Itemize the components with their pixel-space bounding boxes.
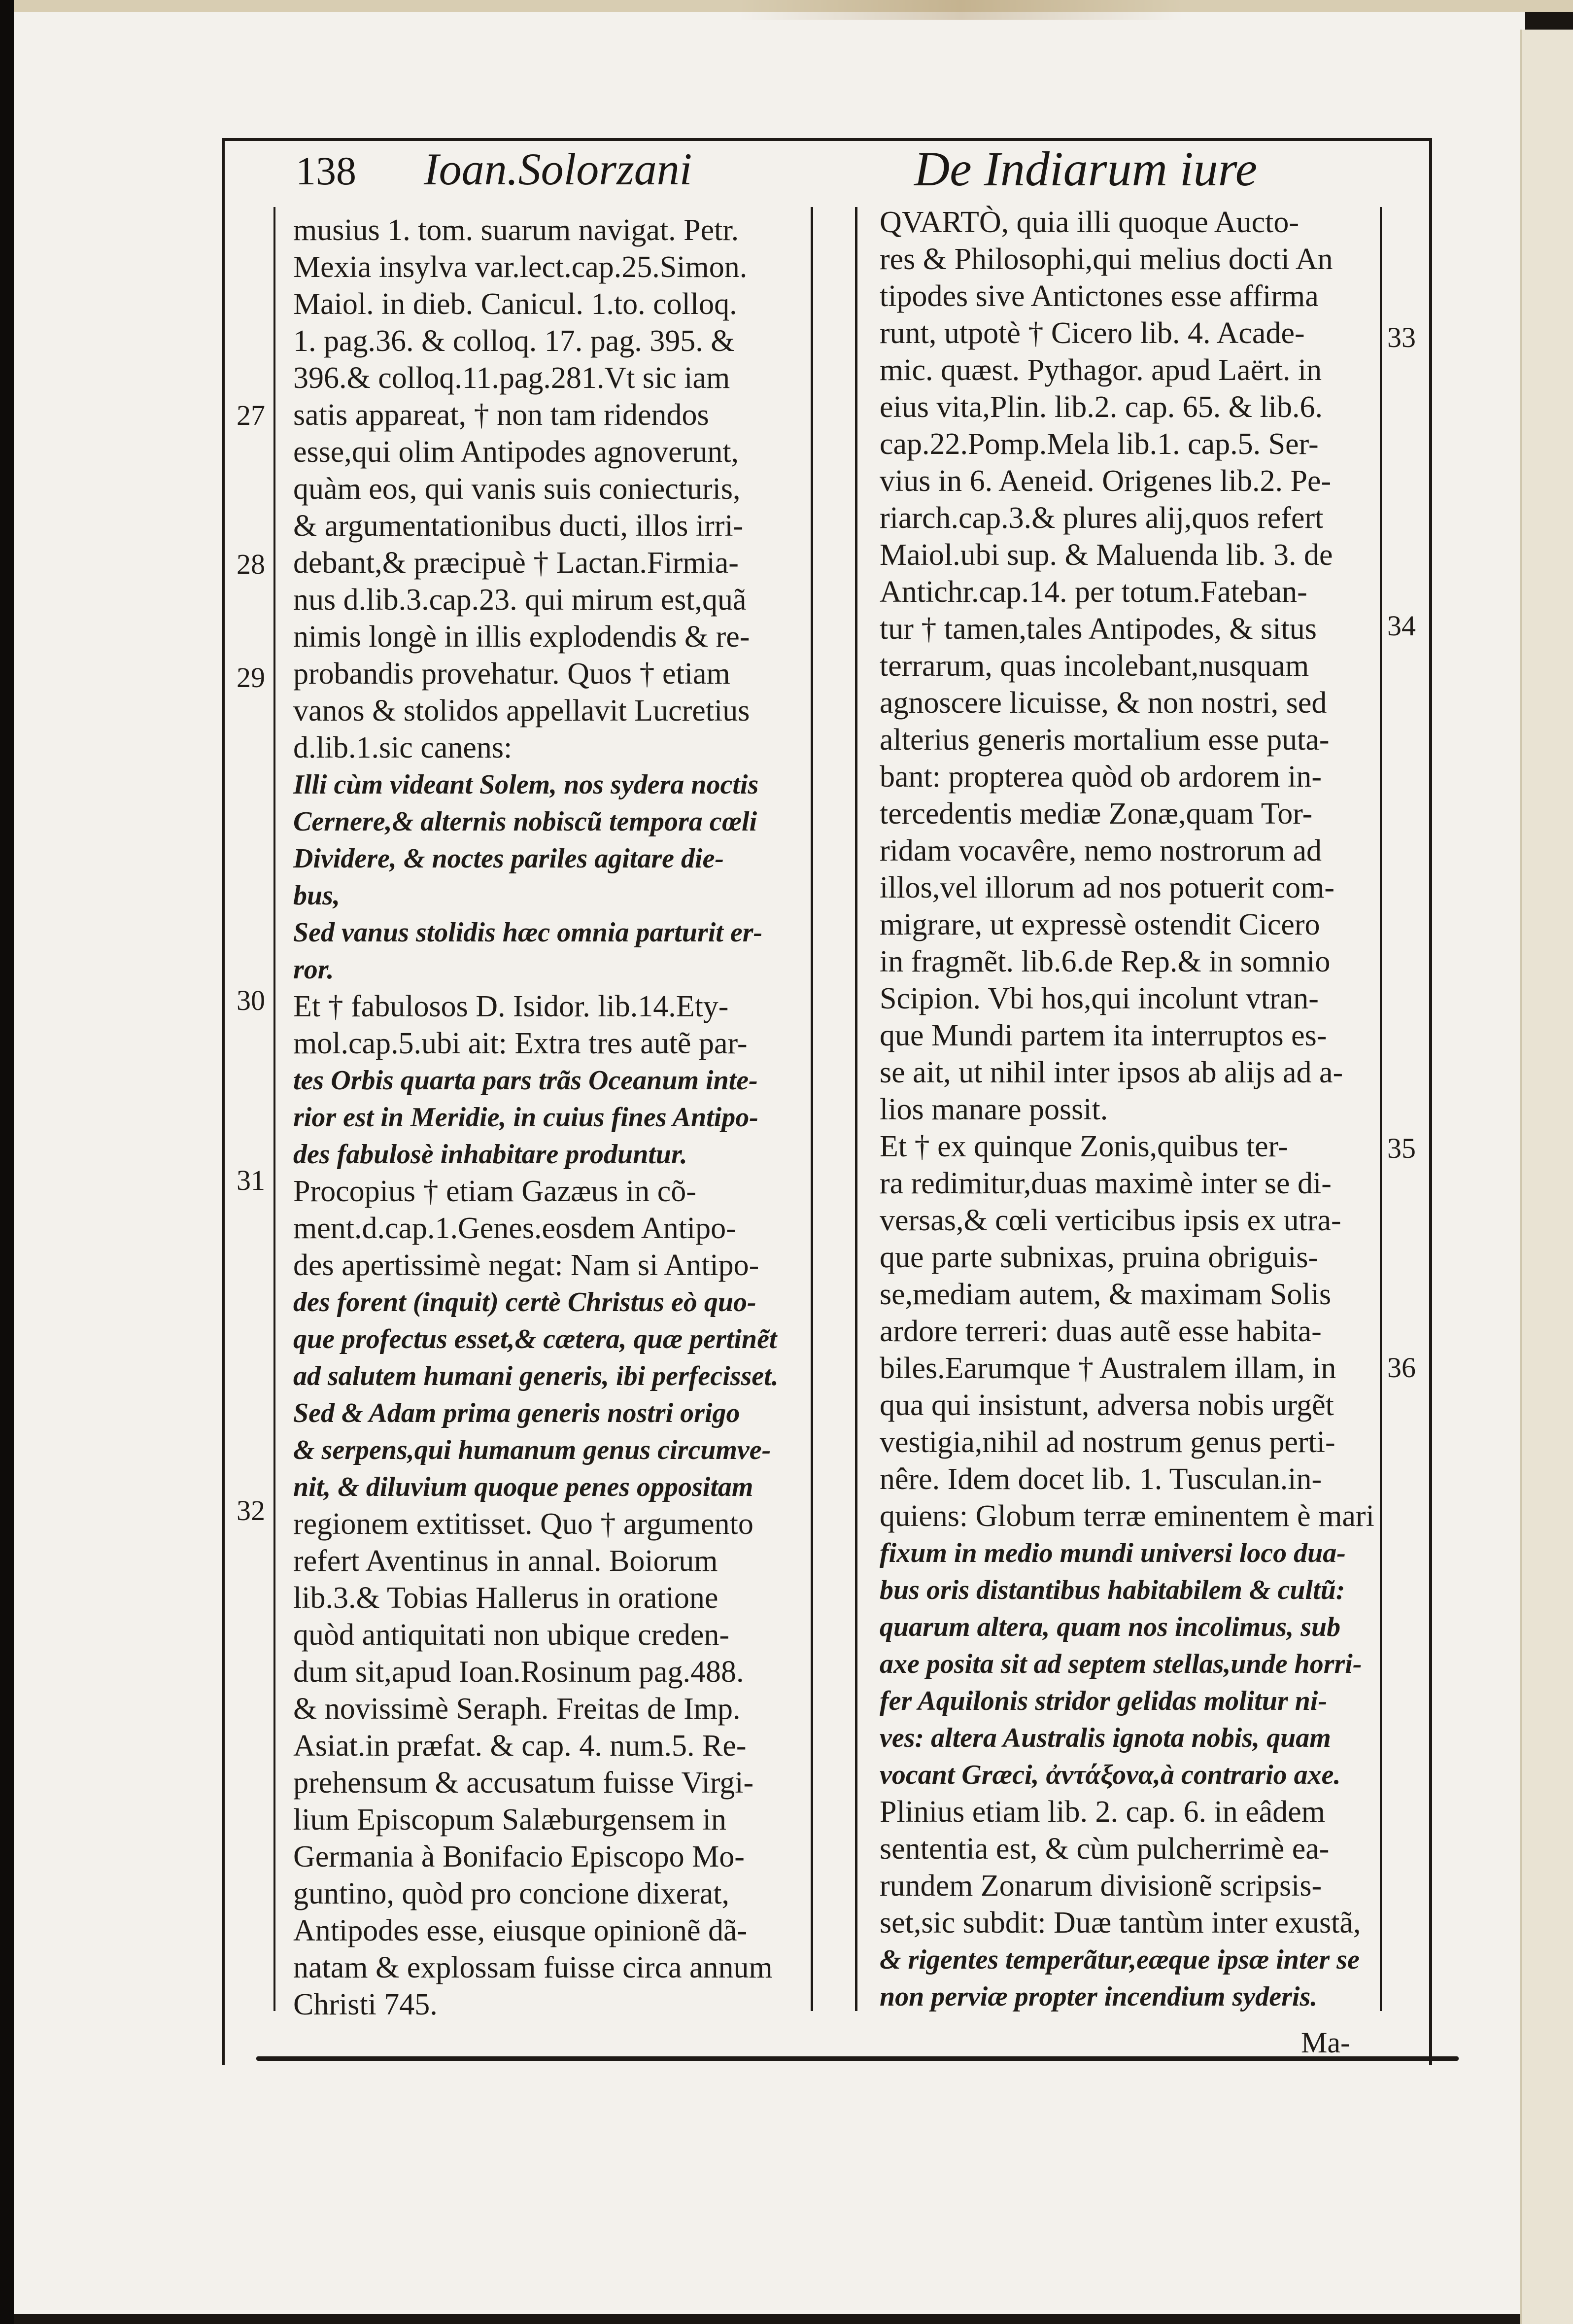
text-line: lium Episcopum Salæburgensem in xyxy=(293,1803,726,1837)
text-line: axe posita sit ad septem stellas,unde horri- xyxy=(880,1649,1362,1679)
text-line: runt, utpotè † Cicero lib. 4. Acade- xyxy=(880,316,1305,350)
text-line: Antipodes esse, eiusque opinionẽ dã- xyxy=(293,1914,748,1947)
text-line: Germania à Bonifacio Episcopo Mo- xyxy=(293,1840,745,1873)
text-line: res & Philosophi,qui melius docti An xyxy=(880,243,1333,276)
catchword: Ma- xyxy=(1301,2026,1350,2059)
text-line: & rigentes temperãtur,eæque ipsæ inter se xyxy=(880,1944,1360,1975)
text-line: des forent (inquit) certè Christus eò quo- xyxy=(293,1287,756,1318)
text-line: 396.& colloq.11.pag.281.Vt sic iam xyxy=(293,361,730,395)
text-line: des apertissimè negat: Nam si Antipo- xyxy=(293,1249,759,1282)
margin-number-34: 34 xyxy=(1387,610,1416,642)
text-line: set,sic subdit: Duæ tantùm inter exustã, xyxy=(880,1906,1361,1940)
inner-left-rule xyxy=(274,207,275,2011)
text-line: ridam vocavêre, nemo nostrorum ad xyxy=(880,834,1322,867)
text-line: des fabulosè inhabitare produntur. xyxy=(293,1139,687,1170)
frame-right-rule xyxy=(1429,138,1432,2065)
text-line: Mexia insylva var.lect.cap.25.Simon. xyxy=(293,250,748,284)
text-line: guntino, quòd pro concione dixerat, xyxy=(293,1877,730,1910)
text-line: ra redimitur,duas maximè inter se di- xyxy=(880,1167,1332,1200)
margin-number-35: 35 xyxy=(1387,1132,1416,1164)
text-line: ad salutem humani generis, ibi perfecisset. xyxy=(293,1361,779,1391)
margin-number-28: 28 xyxy=(237,548,265,580)
text-line: qua qui insistunt, adversa nobis urgẽt xyxy=(880,1388,1334,1422)
text-line: tercedentis mediæ Zonæ,quam Tor- xyxy=(880,797,1313,831)
text-line: quarum altera, quam nos incolimus, sub xyxy=(880,1612,1341,1642)
text-line: mic. quæst. Pythagor. apud Laërt. in xyxy=(880,353,1322,387)
text-line: Procopius † etiam Gazæus in cõ- xyxy=(293,1175,696,1208)
text-line: probandis provehatur. Quos † etiam xyxy=(293,657,730,691)
margin-number-33: 33 xyxy=(1387,321,1416,353)
text-line: versas,& cœli verticibus ipsis ex utra- xyxy=(880,1204,1341,1237)
text-line: Sed vanus stolidis hæc omnia parturit er- xyxy=(293,917,763,948)
text-line: se ait, ut nihil inter ipsos ab alijs ad a- xyxy=(880,1056,1343,1089)
text-line: Illi cùm videant Solem, nos sydera noctis xyxy=(293,769,759,800)
text-line: que parte subnixas, pruina obriguis- xyxy=(880,1241,1319,1274)
margin-number-31: 31 xyxy=(237,1164,265,1196)
text-line: vocant Græci, ἀντάξονα,à contrario axe. xyxy=(880,1760,1341,1790)
text-line: fer Aquilonis stridor gelidas molitur ni- xyxy=(880,1686,1328,1716)
text-line: Plinius etiam lib. 2. cap. 6. in eâdem xyxy=(880,1795,1325,1829)
text-line: rior est in Meridie, in cuius fines Antipo- xyxy=(293,1102,758,1133)
text-line: tipodes sive Antictones esse affirma xyxy=(880,279,1319,313)
footer-rule xyxy=(256,2056,1459,2061)
text-line: & argumentationibus ducti, illos irri- xyxy=(293,509,744,543)
text-line: biles.Earumque † Australem illam, in xyxy=(880,1352,1336,1385)
text-line: ardore terreri: duas autẽ esse habita- xyxy=(880,1315,1322,1348)
text-line: sententia est, & cùm pulcherrimè ea- xyxy=(880,1832,1330,1866)
frame-left-rule xyxy=(222,138,225,2065)
page-number: 138 xyxy=(296,148,356,193)
text-line: illos,vel illorum ad nos potuerit com- xyxy=(880,871,1334,904)
text-line: rundem Zonarum divisionẽ scripsis- xyxy=(880,1869,1322,1903)
text-line: refert Aventinus in annal. Boiorum xyxy=(293,1544,718,1578)
text-line: Maiol.ubi sup. & Maluenda lib. 3. de xyxy=(880,538,1333,572)
margin-number-30: 30 xyxy=(237,984,265,1016)
text-line: lib.3.& Tobias Hallerus in oratione xyxy=(293,1581,718,1615)
text-line: que Mundi partem ita interruptos es- xyxy=(880,1019,1327,1052)
text-line: esse,qui olim Antipodes agnoverunt, xyxy=(293,435,739,469)
text-line: & serpens,qui humanum genus circumve- xyxy=(293,1435,771,1465)
text-line: fixum in medio mundi universi loco dua- xyxy=(880,1538,1346,1568)
book-fore-edge xyxy=(1520,30,1573,2324)
text-line: vius in 6. Aeneid. Origenes lib.2. Pe- xyxy=(880,464,1332,498)
binding-gutter xyxy=(0,0,14,2324)
margin-number-32: 32 xyxy=(237,1494,265,1526)
margin-number-36: 36 xyxy=(1387,1352,1416,1384)
running-head-author: Ioan.Solorzani xyxy=(424,144,692,194)
text-line: 1. pag.36. & colloq. 17. pag. 395. & xyxy=(293,324,735,358)
text-line: natam & explossam fuisse circa annum xyxy=(293,1951,773,1984)
running-head-title: De Indiarum iure xyxy=(914,141,1258,196)
column-divider-right xyxy=(855,207,857,2011)
left-text-column xyxy=(293,211,808,2021)
text-line: riarch.cap.3.& plures alij,quos refert xyxy=(880,501,1324,535)
text-line: eius vita,Plin. lib.2. cap. 65. & lib.6. xyxy=(880,390,1323,424)
text-line: terrarum, quas incolebant,nusquam xyxy=(880,649,1309,683)
text-line: Asiat.in præfat. & cap. 4. num.5. Re- xyxy=(293,1729,747,1763)
inner-right-rule xyxy=(1380,207,1382,2011)
text-line: agnoscere licuisse, & non nostri, sed xyxy=(880,686,1327,720)
text-line: quòd antiquitati non ubique creden- xyxy=(293,1618,729,1652)
text-line: alterius generis mortalium esse puta- xyxy=(880,723,1330,757)
text-line: bus, xyxy=(293,880,340,911)
text-line: Christi 745. xyxy=(293,1988,438,2021)
text-line: & novissimè Seraph. Freitas de Imp. xyxy=(293,1692,741,1726)
text-line: Maiol. in dieb. Canicul. 1.to. colloq. xyxy=(293,287,737,321)
text-line: Scipion. Vbi hos,qui incolunt vtran- xyxy=(880,982,1319,1015)
text-line: tes Orbis quarta pars trãs Oceanum inte- xyxy=(293,1065,758,1096)
text-line: migrare, ut expressè ostendit Cicero xyxy=(880,908,1320,941)
text-line: Et † fabulosos D. Isidor. lib.14.Ety- xyxy=(293,990,729,1023)
text-line: Et † ex quinque Zonis,quibus ter- xyxy=(880,1130,1288,1163)
text-line: quiens: Globum terræ eminentem è mari xyxy=(880,1499,1374,1533)
text-line: dum sit,apud Ioan.Rosinum pag.488. xyxy=(293,1655,744,1689)
text-line: bant: propterea quòd ob ardorem in- xyxy=(880,760,1322,794)
text-line: d.lib.1.sic canens: xyxy=(293,731,513,764)
margin-number-27: 27 xyxy=(237,399,265,431)
text-line: prehensum & accusatum fuisse Virgi- xyxy=(293,1766,754,1800)
text-line: nimis longè in illis explodendis & re- xyxy=(293,620,750,654)
text-line: Cernere,& alternis nobiscũ tempora cœli xyxy=(293,806,757,837)
text-line: Sed & Adam prima generis nostri origo xyxy=(293,1398,740,1428)
text-line: quàm eos, qui vanis suis coniecturis, xyxy=(293,472,741,506)
text-line: nêre. Idem docet lib. 1. Tusculan.in- xyxy=(880,1462,1322,1496)
text-line: nit, & diluvium quoque penes oppositam xyxy=(293,1472,753,1502)
text-line: QVARTÒ, quia illi quoque Aucto- xyxy=(880,206,1299,239)
text-line: nus d.lib.3.cap.23. qui mirum est,quã xyxy=(293,583,747,617)
column-divider-left xyxy=(811,207,813,2011)
text-line: ror. xyxy=(293,954,334,985)
text-line: mol.cap.5.ubi ait: Extra tres autẽ par- xyxy=(293,1027,748,1060)
text-line: musius 1. tom. suarum navigat. Petr. xyxy=(293,213,739,247)
text-line: bus oris distantibus habitabilem & cultũ: xyxy=(880,1575,1345,1605)
text-line: cap.22.Pomp.Mela lib.1. cap.5. Ser- xyxy=(880,427,1319,461)
text-line: satis appareat, † non tam ridendos xyxy=(293,398,709,432)
text-line: lios manare possit. xyxy=(880,1093,1108,1126)
text-line: non perviæ propter incendium syderis. xyxy=(880,1981,1318,2012)
text-line: in fragmẽt. lib.6.de Rep.& in somnio xyxy=(880,945,1331,978)
text-line: regionem extitisset. Quo † argumento xyxy=(293,1507,753,1541)
right-text-column xyxy=(880,203,1377,2012)
text-line: Antichr.cap.14. per totum.Fateban- xyxy=(880,575,1307,609)
text-line: que profectus esset,& cætera, quæ pertinẽt xyxy=(293,1324,777,1354)
page-stain xyxy=(739,0,1183,20)
text-line: vanos & stolidos appellavit Lucretius xyxy=(293,694,750,728)
text-line: debant,& præcipuè † Lactan.Firmia- xyxy=(293,546,739,580)
text-line: vestigia,nihil ad nostrum genus perti- xyxy=(880,1425,1335,1459)
text-line: ves: altera Australis ignota nobis, quam xyxy=(880,1723,1331,1753)
text-line: se,mediam autem, & maximam Solis xyxy=(880,1278,1332,1311)
margin-number-29: 29 xyxy=(237,661,265,694)
text-line: tur † tamen,tales Antipodes, & situs xyxy=(880,612,1317,646)
text-line: Dividere, & noctes pariles agitare die- xyxy=(293,843,724,874)
text-line: ment.d.cap.1.Genes.eosdem Antipo- xyxy=(293,1212,736,1245)
